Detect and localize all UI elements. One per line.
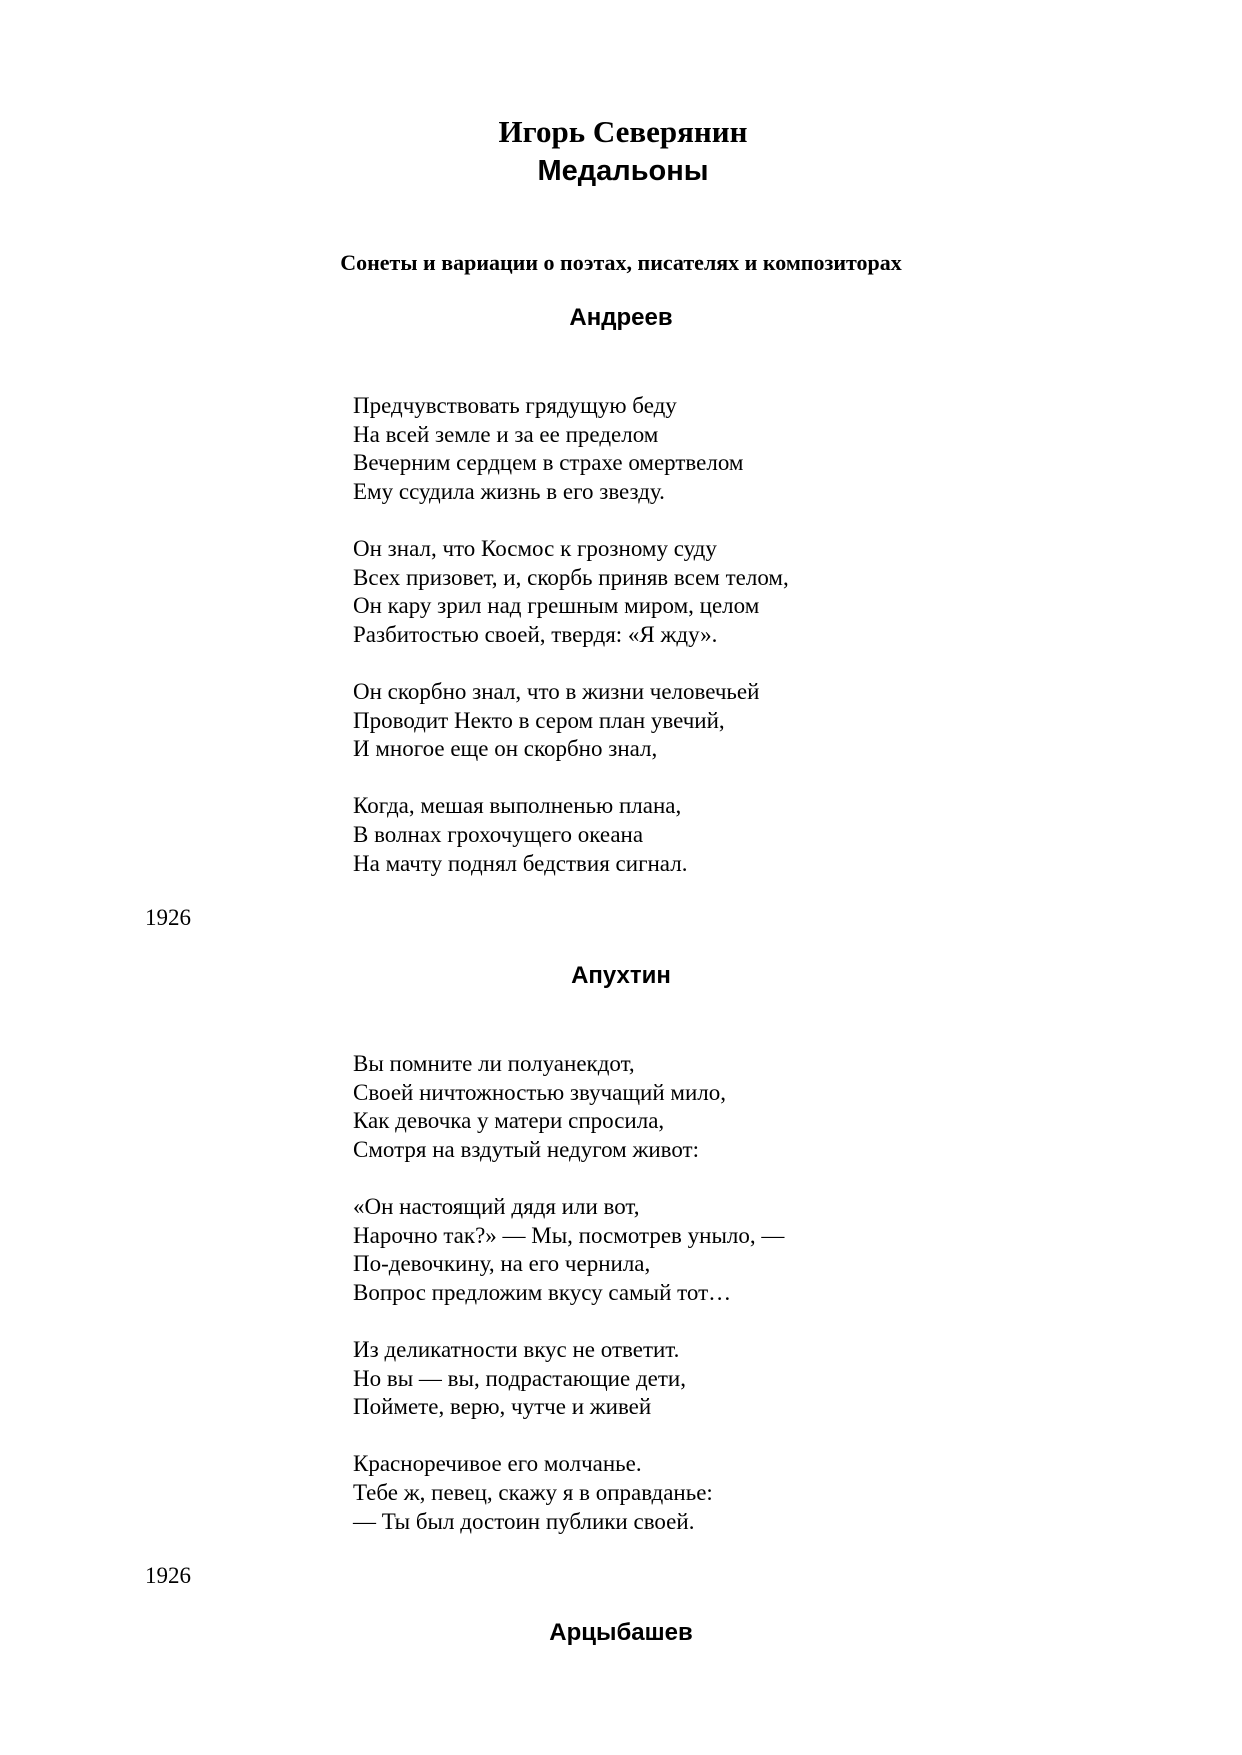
poem-year-andreev: 1926 [145, 905, 191, 930]
poem-year-apukhtin: 1926 [145, 1563, 191, 1588]
poem-line: Он кару зрил над грешным миром, целом [353, 593, 760, 619]
poem-line: «Он настоящий дядя или вот, [353, 1193, 640, 1219]
stanza [353, 535, 789, 649]
stanza [353, 1193, 784, 1307]
poem-line: Как девочка у матери спросила, [353, 1108, 665, 1134]
stanza [353, 1336, 784, 1422]
poem-line: И многое еще он скорбно знал, [353, 736, 658, 762]
poem-line: Всех призовет, и, скорбь приняв всем телом, [353, 564, 789, 590]
poem-title-apukhtin: Апухтин [571, 962, 671, 989]
author-name: Игорь Северянин [498, 114, 748, 149]
poem-line: Он знал, что Космос к грозному суду [353, 535, 717, 561]
poem-line: Разбитостью своей, твердя: «Я жду». [353, 621, 718, 647]
poem-line: Красноречивое его молчанье. [353, 1451, 642, 1477]
book-title: Медальоны [537, 155, 709, 187]
poem-title-andreev: Андреев [569, 304, 673, 331]
poem-line: Из деликатности вкус не ответит. [353, 1336, 680, 1362]
subtitle: Сонеты и вариации о поэтах, писателях и композиторах [340, 250, 902, 275]
poem-line: Предчувствовать грядущую беду [353, 393, 677, 418]
stanza [353, 678, 789, 764]
poem-line: Он скорбно знал, что в жизни человечьей [353, 678, 760, 704]
poem-line: Ему ссудила жизнь в его звезду. [353, 478, 665, 504]
stanza [353, 392, 789, 506]
poem-body-andreev [353, 392, 789, 878]
poem-line: Смотря на вздутый недугом живот: [353, 1136, 699, 1162]
poem-line: Нарочно так?» — Мы, посмотрев уныло, — [353, 1222, 785, 1248]
poem-line: Когда, мешая выполненью плана, [353, 793, 682, 819]
stanza [353, 1050, 784, 1164]
poem-line: На всей земле и за ее пределом [353, 421, 659, 447]
poem-line: Но вы — вы, подрастающие дети, [353, 1365, 686, 1391]
poem-line: Вечерним сердцем в страхе омертвелом [353, 450, 744, 476]
poem-title-artsybashev: Арцыбашев [549, 1619, 693, 1646]
poem-line: Проводит Некто в сером план увечий, [353, 707, 725, 733]
poem-line: Тебе ж, певец, скажу я в оправданье: [353, 1479, 713, 1505]
poem-line: Вопрос предложим вкусу самый тот… [353, 1279, 732, 1305]
poem-line: По-девочкину, на его чернила, [353, 1251, 651, 1277]
poem-line: Вы помните ли полуанекдот, [353, 1051, 635, 1076]
poem-line: Поймете, верю, чутче и живей [353, 1394, 652, 1420]
poem-line: Своей ничтожностью звучащий мило, [353, 1079, 727, 1105]
poem-line: — Ты был достоин публики своей. [353, 1508, 695, 1534]
stanza [353, 792, 789, 878]
poem-line: В волнах грохочущего океана [353, 821, 644, 847]
poem-body-apukhtin [353, 1050, 784, 1536]
poem-line: На мачту поднял бедствия сигнал. [353, 850, 688, 876]
stanza [353, 1450, 784, 1536]
